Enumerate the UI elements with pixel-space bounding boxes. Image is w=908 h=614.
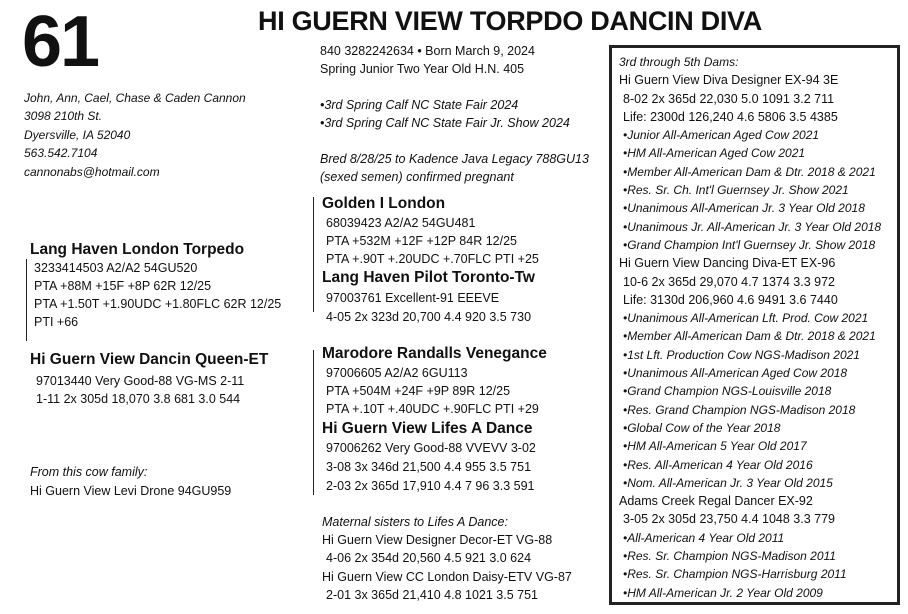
dams-box-label: 3rd through 5th Dams: bbox=[619, 55, 739, 69]
dam-3-award: •HM All-American Aged Cow 2021 bbox=[623, 146, 806, 161]
dam-sire-info: 97006605 A2/A2 6GU113 bbox=[326, 366, 468, 380]
dam-4-award: •Member All-American Dam & Dtr. 2018 & 2021 bbox=[623, 329, 876, 344]
sire-sire-info: 68039423 A2/A2 54GU481 bbox=[326, 216, 476, 230]
dam-3-award: •Junior All-American Aged Cow 2021 bbox=[623, 128, 820, 143]
dam-3-lifetime: Life: 2300d 126,240 4.6 5806 3.5 4385 bbox=[623, 109, 838, 124]
dam-3-award: •Member All-American Dam & Dtr. 2018 & 2021 bbox=[623, 164, 876, 179]
maternal-sister-record: 4-06 2x 354d 20,560 4.5 921 3.0 624 bbox=[326, 551, 532, 565]
cow-family-label: From this cow family: bbox=[30, 465, 148, 479]
owner-name: John, Ann, Cael, Chase & Caden Cannon bbox=[24, 91, 246, 105]
dam-dam-info: 2-03 2x 365d 17,910 4.4 7 96 3.3 591 bbox=[326, 479, 535, 493]
dam-name: Hi Guern View Dancin Queen-ET bbox=[30, 351, 269, 368]
maternal-sisters-label: Maternal sisters to Lifes A Dance: bbox=[322, 515, 508, 529]
dam-5-record: 3-05 2x 305d 23,750 4.4 1048 3.3 779 bbox=[623, 512, 835, 527]
sire-info: PTA +1.50T +1.90UDC +1.80FLC 62R 12/25 bbox=[34, 297, 282, 311]
owner-info bbox=[24, 89, 246, 181]
dam-4-award: •Res. Grand Champion NGS-Madison 2018 bbox=[623, 402, 856, 417]
maternal-sister-record: 2-01 3x 365d 21,410 4.8 1021 3.5 751 bbox=[326, 588, 538, 602]
dam-4-award: •1st Lft. Production Cow NGS-Madison 2021 bbox=[623, 347, 860, 362]
dam-3-award: •Unanimous All-American Jr. 3 Year Old 2018 bbox=[623, 201, 865, 216]
dam-dam-info: 97006262 Very Good-88 VVEVV 3-02 bbox=[326, 441, 536, 455]
dams-column bbox=[619, 53, 881, 602]
sire-name: Lang Haven London Torpedo bbox=[30, 241, 245, 258]
sire-sire-info: PTA +.90T +.20UDC +.70FLC PTI +25 bbox=[326, 252, 539, 266]
sire-dam-info: 97003761 Excellent-91 EEEVE bbox=[326, 291, 500, 305]
owner-email[interactable]: cannonabs@hotmail.com bbox=[24, 164, 160, 179]
dam-4-award: •Nom. All-American Jr. 3 Year Old 2015 bbox=[623, 475, 833, 490]
bred-info-2: (sexed semen) confirmed pregnant bbox=[320, 170, 514, 184]
sire-dam-info: 4-05 2x 323d 20,700 4.4 920 3.5 730 bbox=[326, 310, 532, 324]
cow-family-name: Hi Guern View Levi Drone 94GU959 bbox=[30, 484, 232, 498]
dam-3-record: 8-02 2x 365d 22,030 5.0 1091 3.2 711 bbox=[623, 91, 835, 106]
maternal-sister-name: Hi Guern View Designer Decor-ET VG-88 bbox=[322, 533, 553, 547]
pedigree-line bbox=[26, 259, 27, 341]
animal-award: •3rd Spring Calf NC State Fair Jr. Show 2024 bbox=[320, 116, 570, 130]
dam-dam-info: 3-08 3x 346d 21,500 4.4 955 3.5 751 bbox=[326, 460, 532, 474]
pedigree-line bbox=[313, 197, 314, 312]
dam-sire-info: PTA +.10T +.40UDC +.90FLC PTI +29 bbox=[326, 402, 539, 416]
dam-4-award: •Unanimous All-American Aged Cow 2018 bbox=[623, 366, 848, 381]
owner-address: 3098 210th St. bbox=[24, 109, 103, 124]
dam-4-lifetime: Life: 3130d 206,960 4.6 9491 3.6 7440 bbox=[623, 292, 838, 307]
dam-dam-name: Hi Guern View Lifes A Dance bbox=[322, 420, 533, 437]
sire-dam-name: Lang Haven Pilot Toronto-Tw bbox=[322, 269, 535, 286]
dam-info: 97013440 Very Good-88 VG-MS 2-11 bbox=[36, 374, 245, 388]
animal-title: HI GUERN VIEW TORPDO DANCIN DIVA bbox=[258, 6, 762, 36]
dam-3-award: •Grand Champion Int'l Guernsey Jr. Show 2018 bbox=[623, 237, 876, 252]
dam-3-award: •Unanimous Jr. All-American Jr. 3 Year Old 2018 bbox=[623, 219, 882, 234]
dam-4-award: •Unanimous All-American Lft. Prod. Cow 2021 bbox=[623, 311, 869, 326]
sire-info: 3233414503 A2/A2 54GU520 bbox=[34, 261, 198, 275]
dam-5-award: •All-American 4 Year Old 2011 bbox=[623, 530, 785, 545]
dam-5-award: •Res. Sr. Champion NGS-Harrisburg 2011 bbox=[623, 567, 847, 582]
dam-3-award: •Res. Sr. Ch. Int'l Guernsey Jr. Show 2021 bbox=[623, 183, 849, 198]
owner-phone: 563.542.7104 bbox=[24, 146, 98, 161]
dam-4-award: •Global Cow of the Year 2018 bbox=[623, 420, 781, 435]
pedigree-line bbox=[313, 350, 314, 495]
sire-sire-info: PTA +532M +12F +12P 84R 12/25 bbox=[326, 234, 517, 248]
dam-4-award: •HM All-American 5 Year Old 2017 bbox=[623, 439, 807, 454]
animal-id-line: 840 3282242634 • Born March 9, 2024 bbox=[320, 44, 535, 58]
dam-4-record: 10-6 2x 365d 29,070 4.7 1374 3.3 972 bbox=[623, 274, 835, 289]
dam-3-name: Hi Guern View Diva Designer EX-94 3E bbox=[619, 73, 839, 88]
lot-number: 61 bbox=[22, 2, 99, 82]
dam-4-name: Hi Guern View Dancing Diva-ET EX-96 bbox=[619, 256, 836, 271]
animal-class-line: Spring Junior Two Year Old H.N. 405 bbox=[320, 62, 525, 76]
owner-city: Dyersville, IA 52040 bbox=[24, 127, 131, 142]
sire-info: PTA +88M +15F +8P 62R 12/25 bbox=[34, 279, 212, 293]
dam-5-award: •HM All-American Jr. 2 Year Old 2009 bbox=[623, 585, 823, 600]
maternal-sister-name: Hi Guern View CC London Daisy-ETV VG-87 bbox=[322, 570, 572, 584]
dam-5-award: •Res. Sr. Champion NGS-Madison 2011 bbox=[623, 549, 836, 564]
sire-sire-name: Golden I London bbox=[322, 195, 446, 212]
bred-info: Bred 8/28/25 to Kadence Java Legacy 788GU13 bbox=[320, 152, 589, 166]
dam-4-award: •Grand Champion NGS-Louisville 2018 bbox=[623, 384, 832, 399]
sire-info: PTI +66 bbox=[34, 315, 79, 329]
dam-5-name: Adams Creek Regal Dancer EX-92 bbox=[619, 494, 813, 509]
dam-4-award: •Res. All-American 4 Year Old 2016 bbox=[623, 457, 813, 472]
dam-sire-info: PTA +504M +24F +9P 89R 12/25 bbox=[326, 384, 511, 398]
animal-award: •3rd Spring Calf NC State Fair 2024 bbox=[320, 98, 519, 112]
dam-sire-name: Marodore Randalls Venegance bbox=[322, 345, 547, 362]
dam-info: 1-11 2x 305d 18,070 3.8 681 3.0 544 bbox=[36, 392, 241, 406]
